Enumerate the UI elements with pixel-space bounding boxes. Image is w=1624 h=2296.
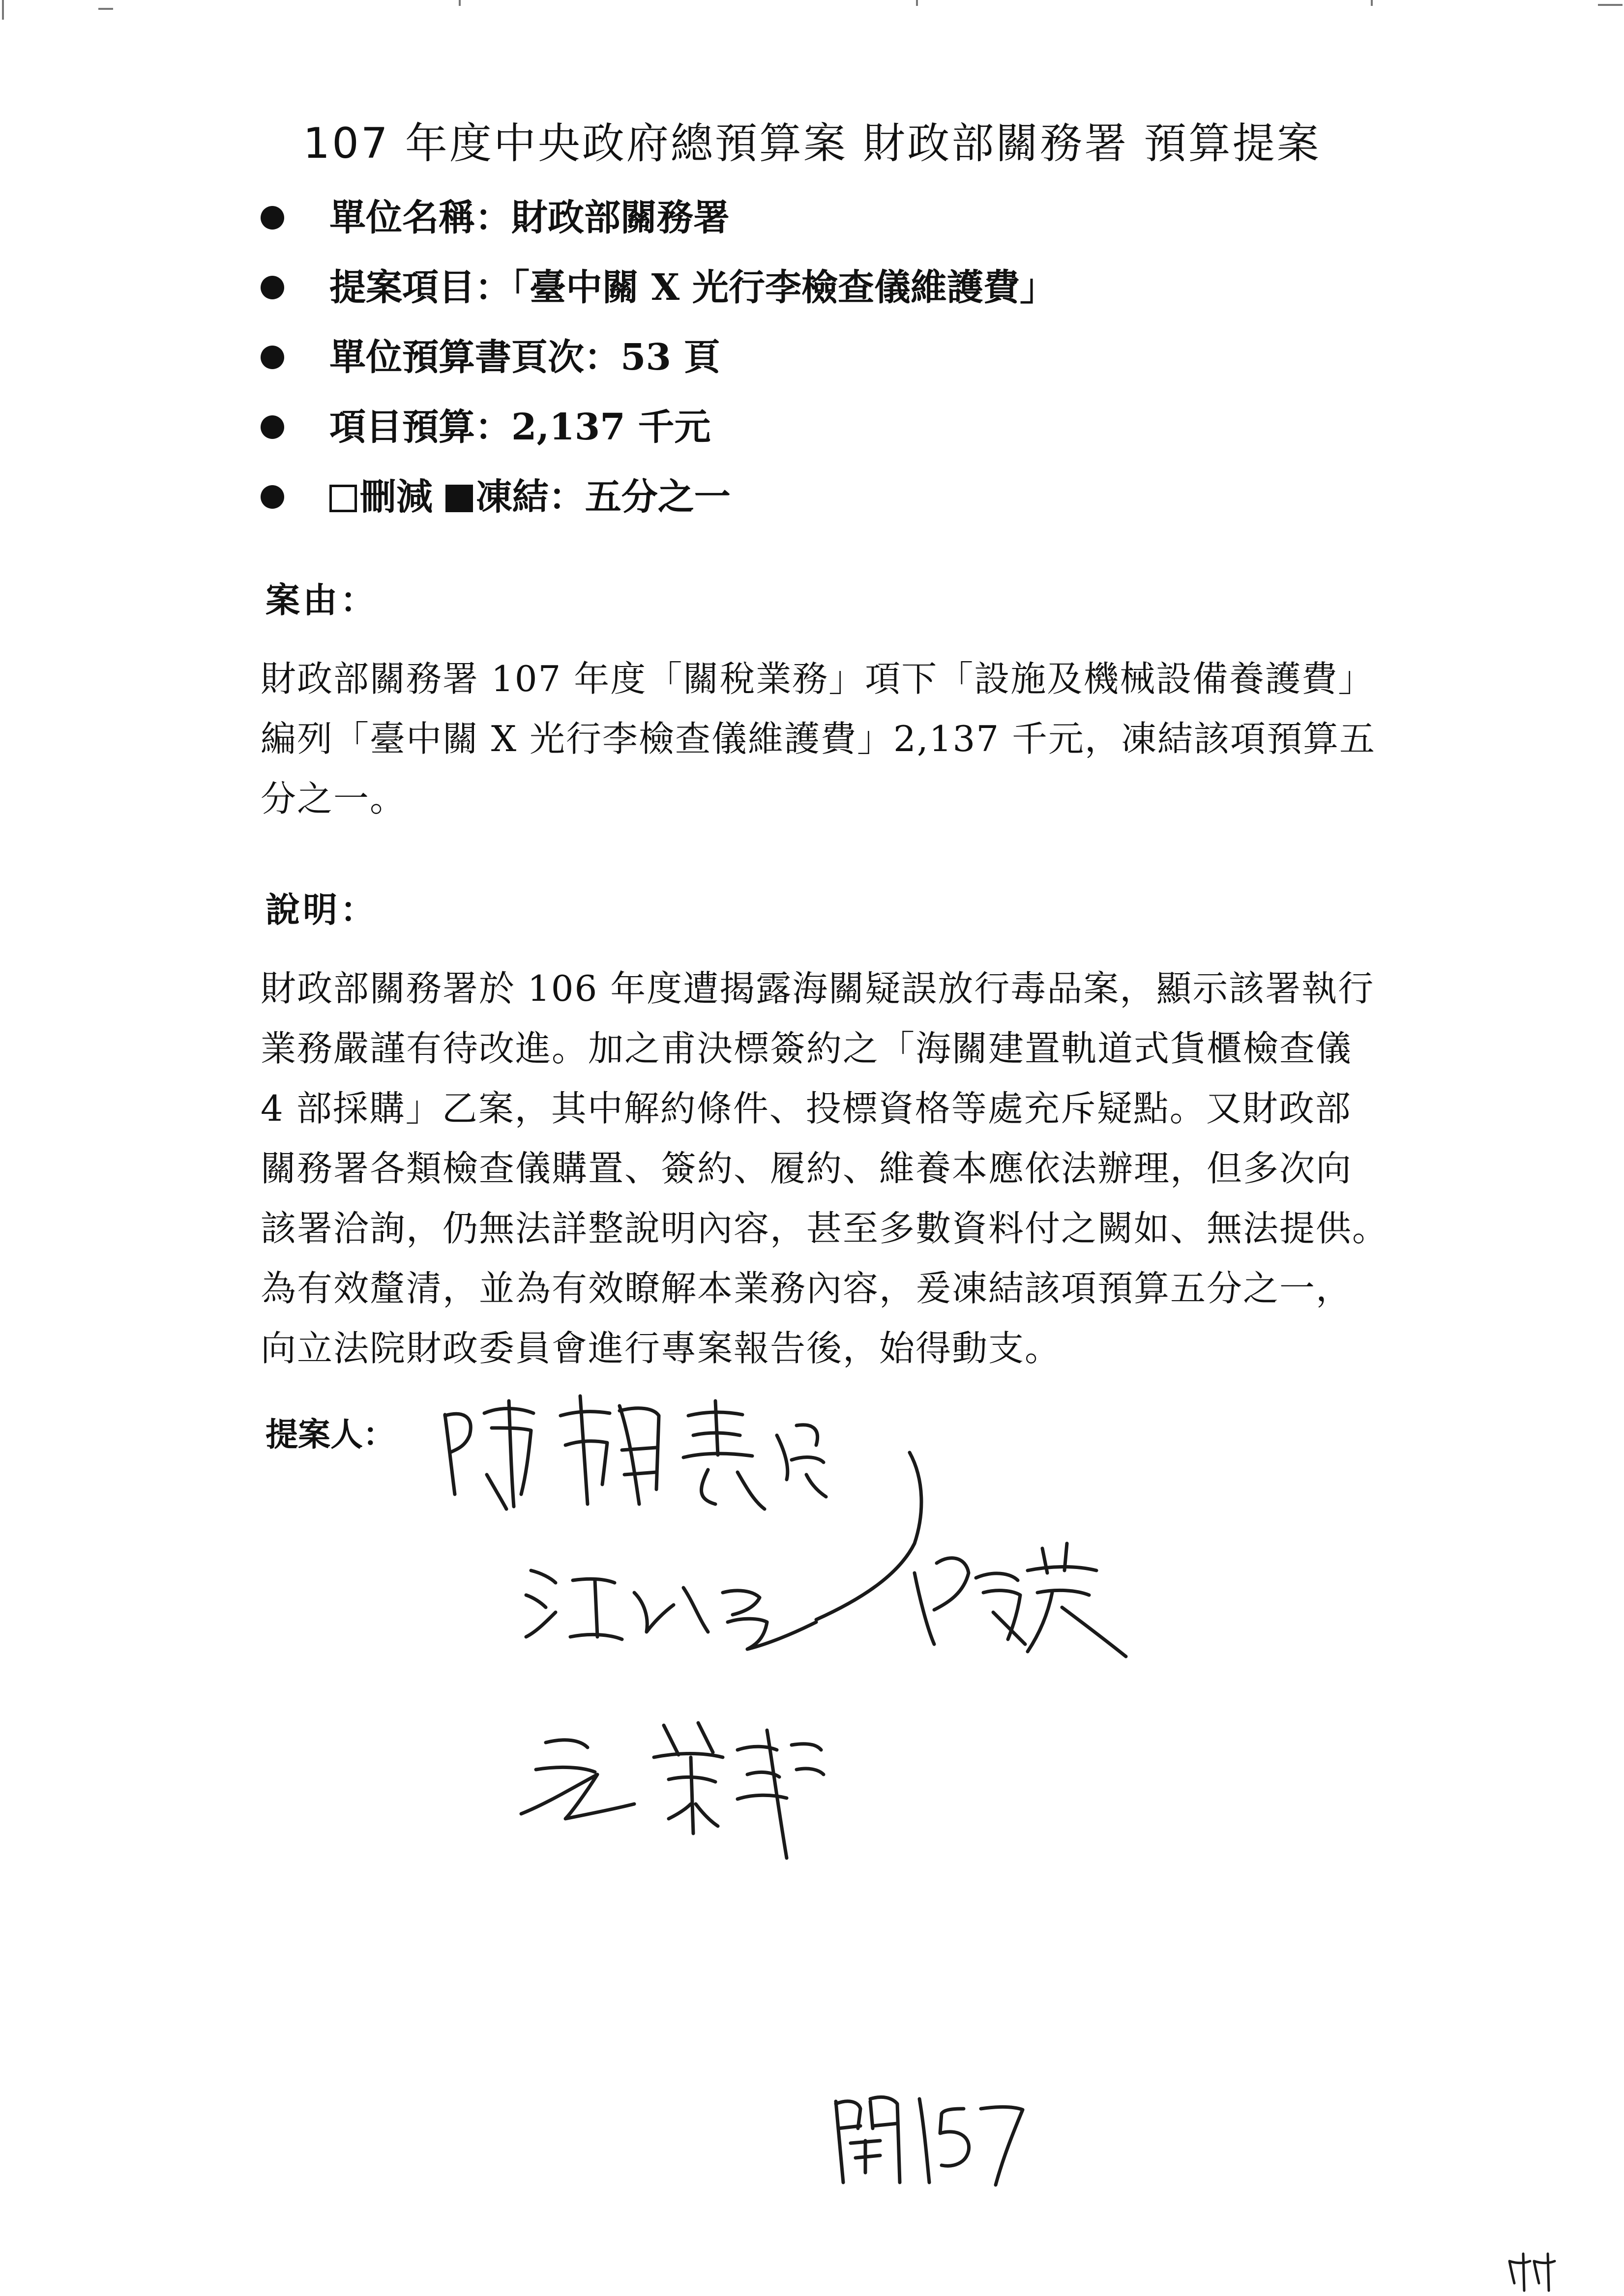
cut-checkbox-icon	[329, 485, 357, 512]
freeze-label: 凍結	[475, 476, 549, 518]
bullet-icon	[261, 346, 284, 369]
proposal-meta-list	[261, 191, 1056, 540]
meta-value: 財政部關務署	[511, 197, 730, 239]
explanation-line: 該署洽詢，仍無法詳整說明內容，甚至多數資料付之闕如、無法提供。	[261, 1208, 1389, 1249]
meta-label: 提案項目	[329, 266, 475, 309]
freeze-amount: 五分之一	[585, 476, 731, 518]
explanation-line: 向立法院財政委員會進行專案報告後，始得動支。	[261, 1328, 1062, 1369]
meta-item-budget-page	[261, 330, 1056, 400]
action-colon: ：	[548, 476, 585, 518]
page-title: 107 年度中央政府總預算案 財政部關務署 預算提案	[303, 119, 1321, 168]
meta-label: 單位名稱	[329, 197, 475, 239]
reason-line: 財政部關務署 107 年度「關稅業務」項下「設施及機械設備養護費」	[261, 658, 1375, 699]
signature-chiang-yung-chang	[526, 1570, 816, 1649]
explanation-heading: 說明：	[266, 889, 378, 930]
meta-item-action	[261, 470, 1056, 540]
freeze-checkbox-icon	[445, 485, 473, 512]
explanation-line: 關務署各類檢查儀購置、簽約、履約、維養本應依法辦理，但多次向	[261, 1148, 1353, 1189]
reason-heading: 案由：	[266, 580, 378, 620]
meta-item-proposal-item	[261, 261, 1056, 330]
meta-label: 單位預算書頁次	[329, 336, 584, 378]
meta-value: 53 頁	[620, 336, 720, 378]
explanation-line: 為有效釐清，並為有效瞭解本業務內容，爰凍結該項預算五分之一，	[261, 1268, 1353, 1309]
bullet-icon	[261, 206, 284, 230]
handwritten-ref-guan-57	[836, 2097, 1023, 2185]
bullet-icon	[261, 415, 284, 439]
reason-line: 分之一。	[261, 778, 407, 819]
proposer-label: 提案人：	[266, 1415, 395, 1453]
explanation-paragraph	[261, 959, 1406, 1378]
reason-line: 編列「臺中關 X 光行李檢查儀維護費」2,137 千元，凍結該項預算五	[261, 718, 1376, 759]
meta-colon: ：	[475, 266, 511, 309]
meta-colon: ：	[475, 406, 511, 448]
bullet-icon	[261, 485, 284, 509]
explanation-line: 財政部關務署於 106 年度遭揭露海關疑誤放行毒品案，顯示該署執行	[261, 968, 1375, 1009]
meta-value: 「臺中關 X 光行李檢查儀維護費」	[511, 266, 1056, 309]
signature-chen-lai-su-mei	[445, 1396, 826, 1509]
reason-paragraph	[261, 649, 1406, 829]
meta-value: 2,137 千元	[511, 406, 711, 448]
explanation-line: 業務嚴謹有待改進。加之甫決標簽約之「海關建置軌道式貨櫃檢查儀	[261, 1028, 1353, 1069]
meta-label: 項目預算	[329, 406, 475, 448]
meta-colon: ：	[475, 197, 511, 239]
signature-shih-yi-fang	[816, 1453, 1126, 1657]
handwritten-page-number	[1509, 2254, 1555, 2291]
scan-edge-marks	[3, 0, 1623, 20]
meta-item-unit-name	[261, 191, 1056, 261]
meta-colon: ：	[584, 336, 620, 378]
cut-label: 刪減	[360, 476, 433, 518]
explanation-line: 4 部採購」乙案，其中解約條件、投標資格等處充斥疑點。又財政部	[261, 1088, 1352, 1129]
bullet-icon	[261, 276, 284, 299]
meta-item-item-budget	[261, 400, 1056, 470]
signature-wang-jung-chang	[521, 1723, 824, 1858]
